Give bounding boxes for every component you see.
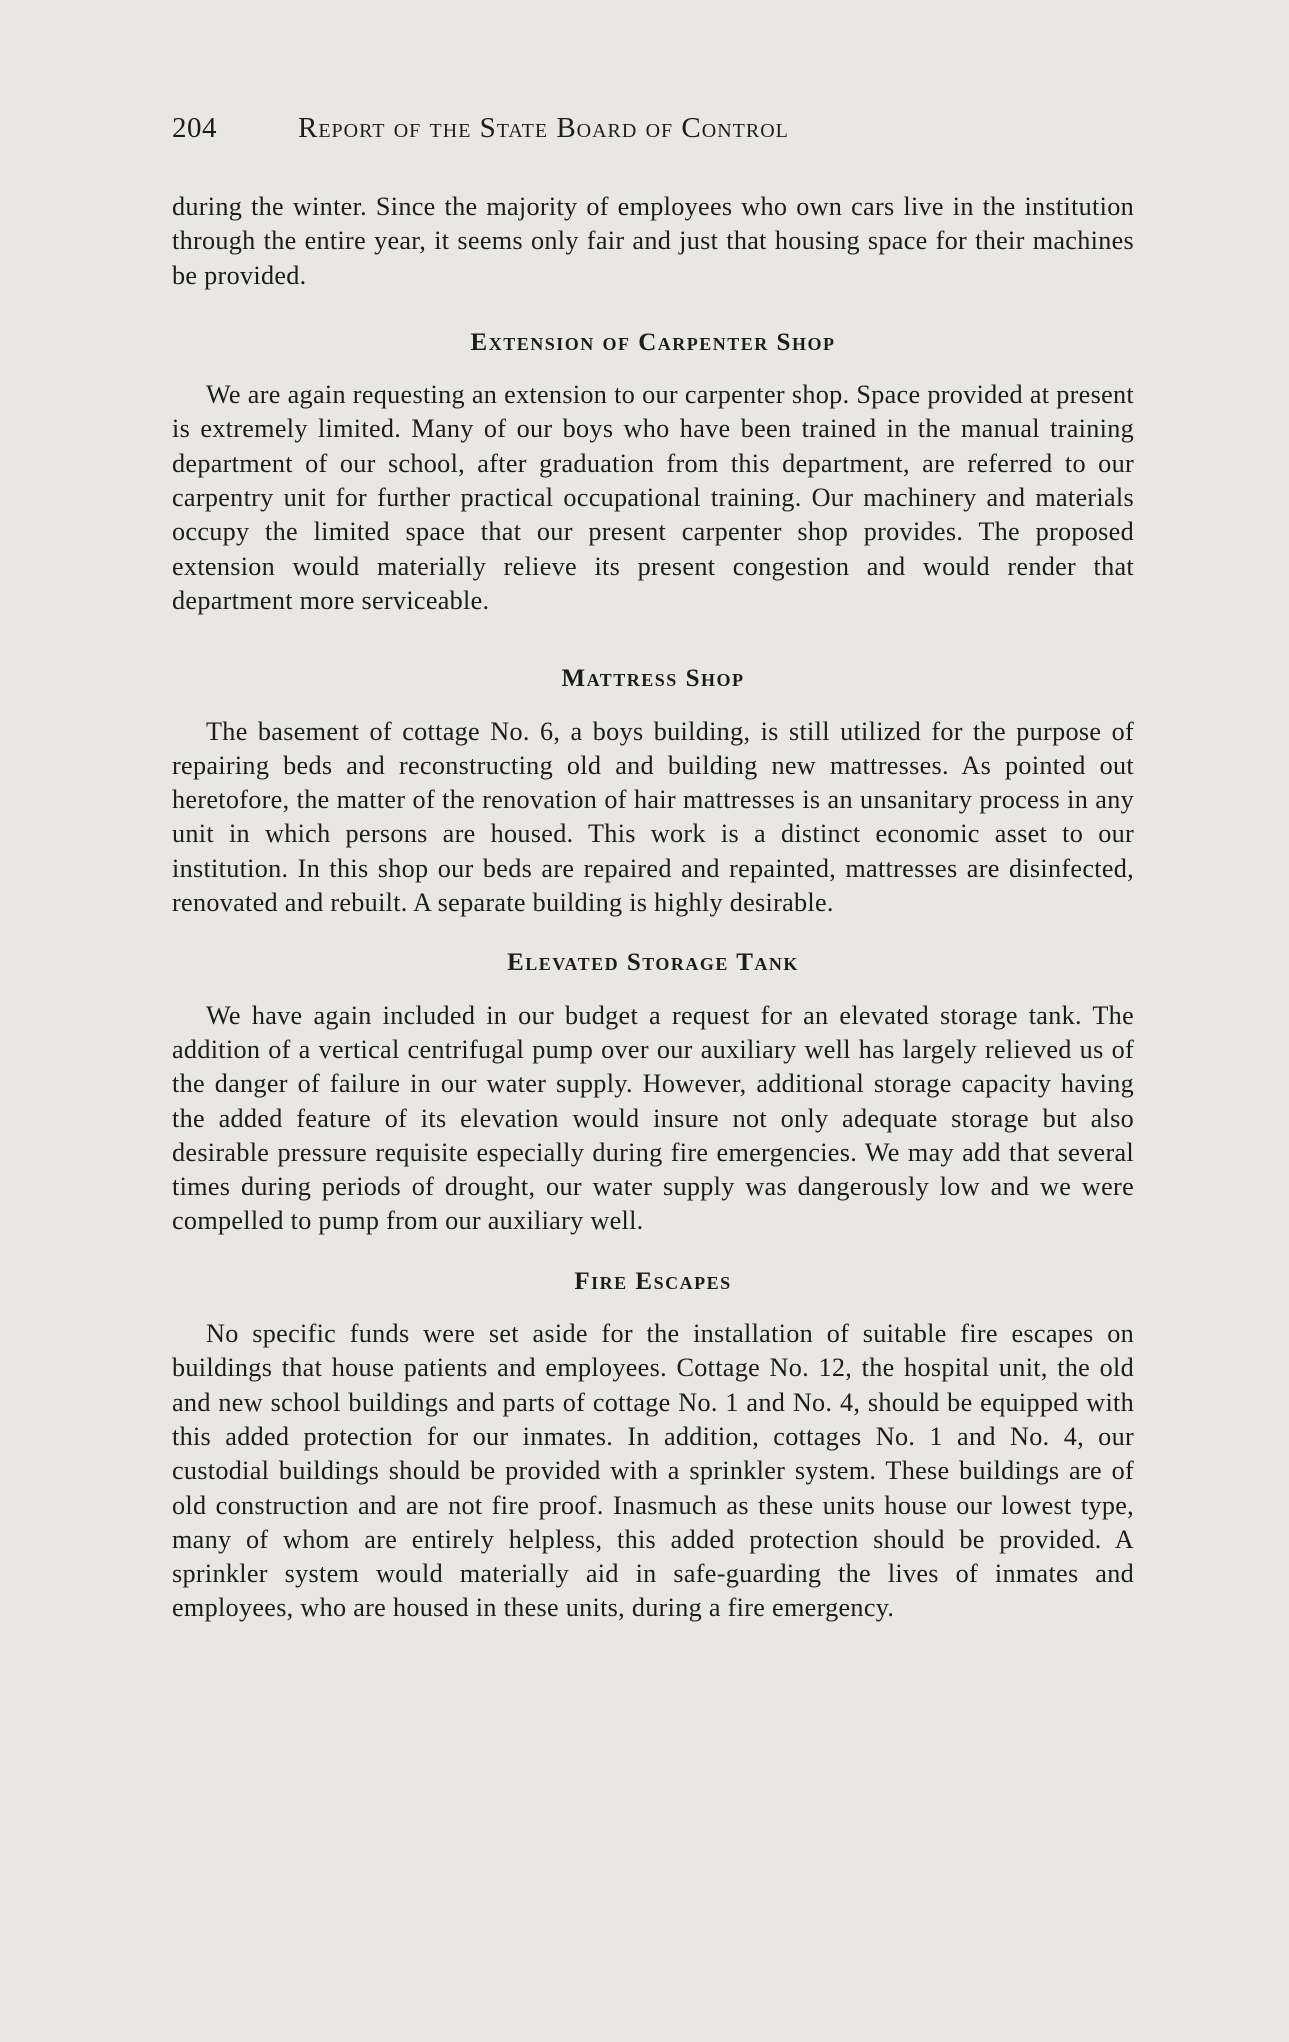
continued-paragraph: during the winter. Since the majority of employees who own cars live in the institution through the entire year, it seems only fair and just that housing space for their machines be provided.: [172, 192, 1134, 290]
page-header: [172, 112, 1006, 152]
page-body: [172, 190, 1134, 1626]
section-heading-fire-escapes: Fire Escapes: [574, 1267, 732, 1295]
section-heading-mattress-shop: Mattress Shop: [561, 665, 745, 693]
page-number: 204: [172, 112, 217, 144]
paragraph-mattress-shop: The basement of cottage No. 6, a boys building, is still utilized for the purpose of repairing beds and reconstructing old and building new mattresses. As pointed out heretofore, the matter of the renovation of hair mattresses is an unsanitary process in any unit in which persons are housed. This work is a distinct economic asset to our institution. In this shop our beds are repaired and repainted, mattresses are disinfected, renovated and rebuilt. A separate building is highly desirable.: [172, 716, 1134, 918]
running-head-title: Report of the State Board of Control: [298, 112, 789, 144]
section-heading-elevated-storage-tank: Elevated Storage Tank: [507, 949, 799, 977]
paragraph-fire-escapes: No specific funds were set aside for the installation of suitable fire escapes on buildings that house patients and employees. Cottage No. 12, the hospital unit, the old and new school buildings and parts of cottage No. 1 and No. 4, should be equipped with this added protection for our inmates. In addition, cottages No. 1 and No. 4, our custodial buildings should be provided with a sprinkler system. These buildings are of old construction and are not fire proof. Inasmuch as these units house our lowest type, many of whom are entirely helpless, this added protection should be provided. A sprinkler system would materially aid in safe-guarding the lives of inmates and employees, who are housed in these units, during a fire emergency.: [172, 1319, 1134, 1623]
section-heading-carpenter-shop: Extension of Carpenter Shop: [470, 328, 836, 356]
paragraph-carpenter-shop: We are again requesting an extension to our carpenter shop. Space provided at present is extremely limited. Many of our boys who have been trained in the manual training department of our school, after graduation from this department, are referred to our carpentry unit for further practical occupational training. Our machinery and materials occupy the limited space that our present carpenter shop provides. The proposed extension would materially relieve its present congestion and would render that department more serviceable.: [172, 380, 1134, 615]
paragraph-elevated-storage-tank: We have again included in our budget a request for an elevated storage tank. The addition of a vertical centrifugal pump over our auxiliary well has largely relieved us of the danger of failure in our water supply. However, additional storage capacity having the added feature of its elevation would insure not only adequate storage but also desirable pressure requisite especially during fire emergencies. We may add that several times during periods of drought, our water supply was dangerously low and we were compelled to pump from our auxiliary well.: [172, 1000, 1134, 1236]
